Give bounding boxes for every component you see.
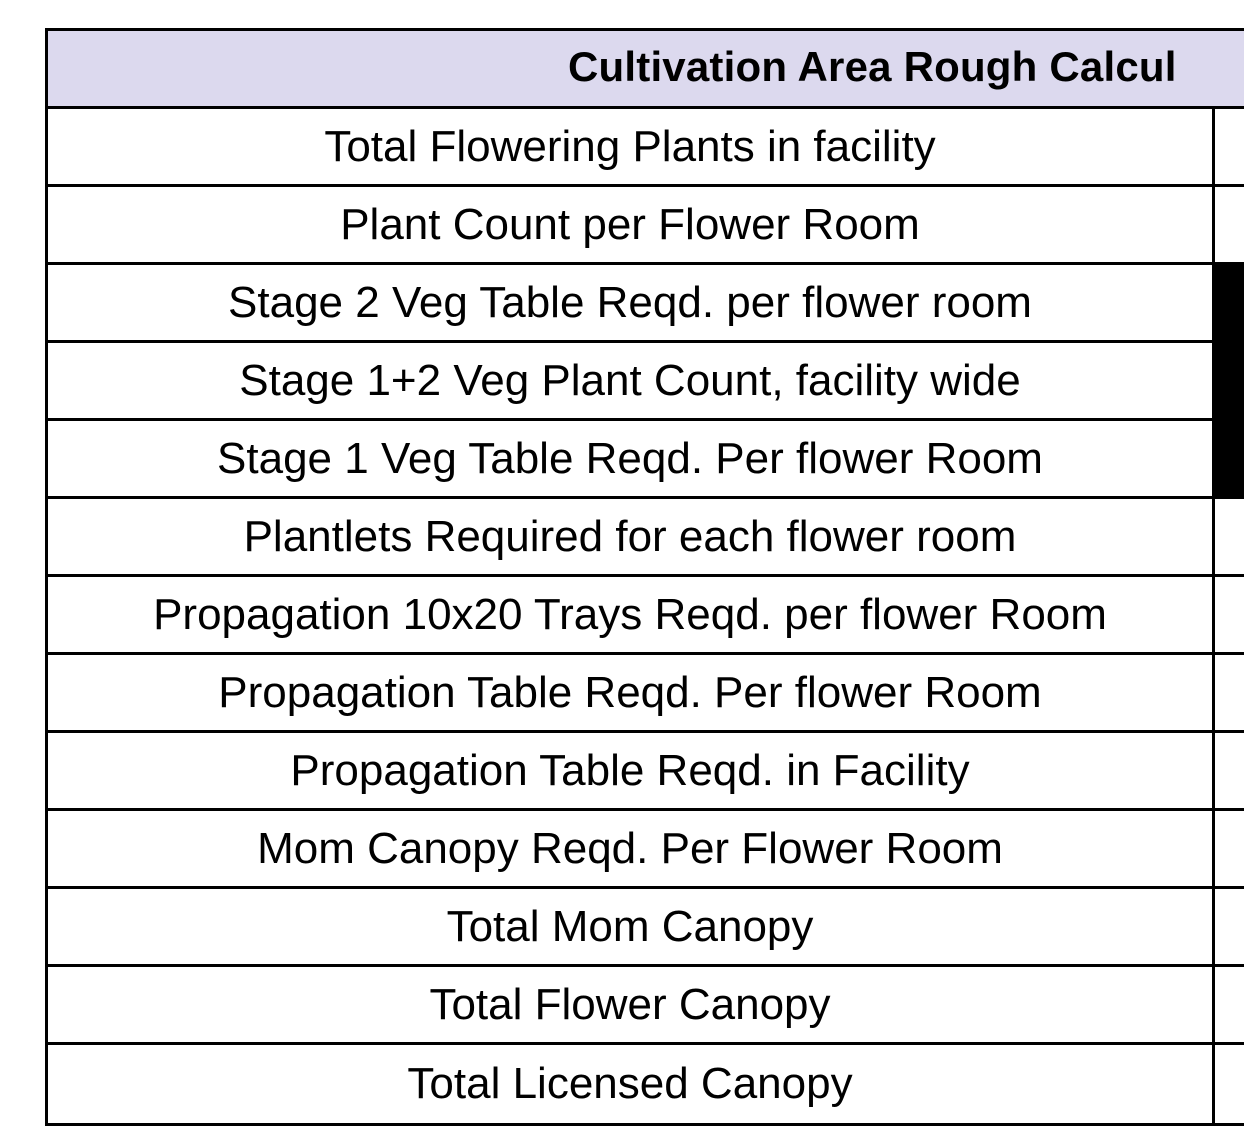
table-title: Cultivation Area Rough Calcul bbox=[568, 43, 1177, 90]
row-label-cell[interactable]: Propagation 10x20 Trays Reqd. per flower Room bbox=[48, 577, 1215, 652]
table-row bbox=[48, 1045, 1244, 1126]
row-label-cell[interactable]: Stage 1 Veg Table Reqd. Per flower Room bbox=[48, 421, 1215, 496]
table-row bbox=[48, 109, 1244, 187]
row-value-cell[interactable] bbox=[1215, 1045, 1244, 1123]
table-row bbox=[48, 967, 1244, 1045]
row-value-cell[interactable] bbox=[1215, 109, 1244, 184]
row-label-cell[interactable]: Stage 1+2 Veg Plant Count, facility wide bbox=[48, 343, 1215, 418]
row-label-cell[interactable]: Stage 2 Veg Table Reqd. per flower room bbox=[48, 265, 1215, 340]
row-label-cell[interactable]: Mom Canopy Reqd. Per Flower Room bbox=[48, 811, 1215, 886]
table-row bbox=[48, 499, 1244, 577]
table-row bbox=[48, 421, 1244, 499]
table-row bbox=[48, 811, 1244, 889]
row-value-cell[interactable] bbox=[1215, 655, 1244, 730]
row-label-cell[interactable]: Plantlets Required for each flower room bbox=[48, 499, 1215, 574]
row-label-cell[interactable]: Total Mom Canopy bbox=[48, 889, 1215, 964]
table-row bbox=[48, 265, 1244, 343]
spreadsheet-table bbox=[45, 28, 1244, 1126]
table-row bbox=[48, 655, 1244, 733]
row-value-cell[interactable] bbox=[1215, 187, 1244, 262]
table-title-row[interactable] bbox=[48, 31, 1244, 109]
row-value-cell[interactable] bbox=[1215, 343, 1244, 418]
row-label-cell[interactable]: Propagation Table Reqd. Per flower Room bbox=[48, 655, 1215, 730]
row-label-cell[interactable]: Propagation Table Reqd. in Facility bbox=[48, 733, 1215, 808]
row-label-cell[interactable]: Total Flowering Plants in facility bbox=[48, 109, 1215, 184]
row-value-cell[interactable] bbox=[1215, 577, 1244, 652]
row-label-cell[interactable]: Total Licensed Canopy bbox=[48, 1045, 1215, 1123]
row-value-cell[interactable] bbox=[1215, 265, 1244, 340]
table-row bbox=[48, 343, 1244, 421]
row-value-cell[interactable] bbox=[1215, 889, 1244, 964]
row-value-cell[interactable] bbox=[1215, 811, 1244, 886]
row-label-cell[interactable]: Plant Count per Flower Room bbox=[48, 187, 1215, 262]
table-row bbox=[48, 577, 1244, 655]
row-value-cell[interactable] bbox=[1215, 499, 1244, 574]
table-row bbox=[48, 187, 1244, 265]
row-value-cell[interactable] bbox=[1215, 733, 1244, 808]
table-row bbox=[48, 889, 1244, 967]
row-value-cell[interactable] bbox=[1215, 421, 1244, 496]
row-value-cell[interactable] bbox=[1215, 967, 1244, 1042]
table-row bbox=[48, 733, 1244, 811]
row-label-cell[interactable]: Total Flower Canopy bbox=[48, 967, 1215, 1042]
